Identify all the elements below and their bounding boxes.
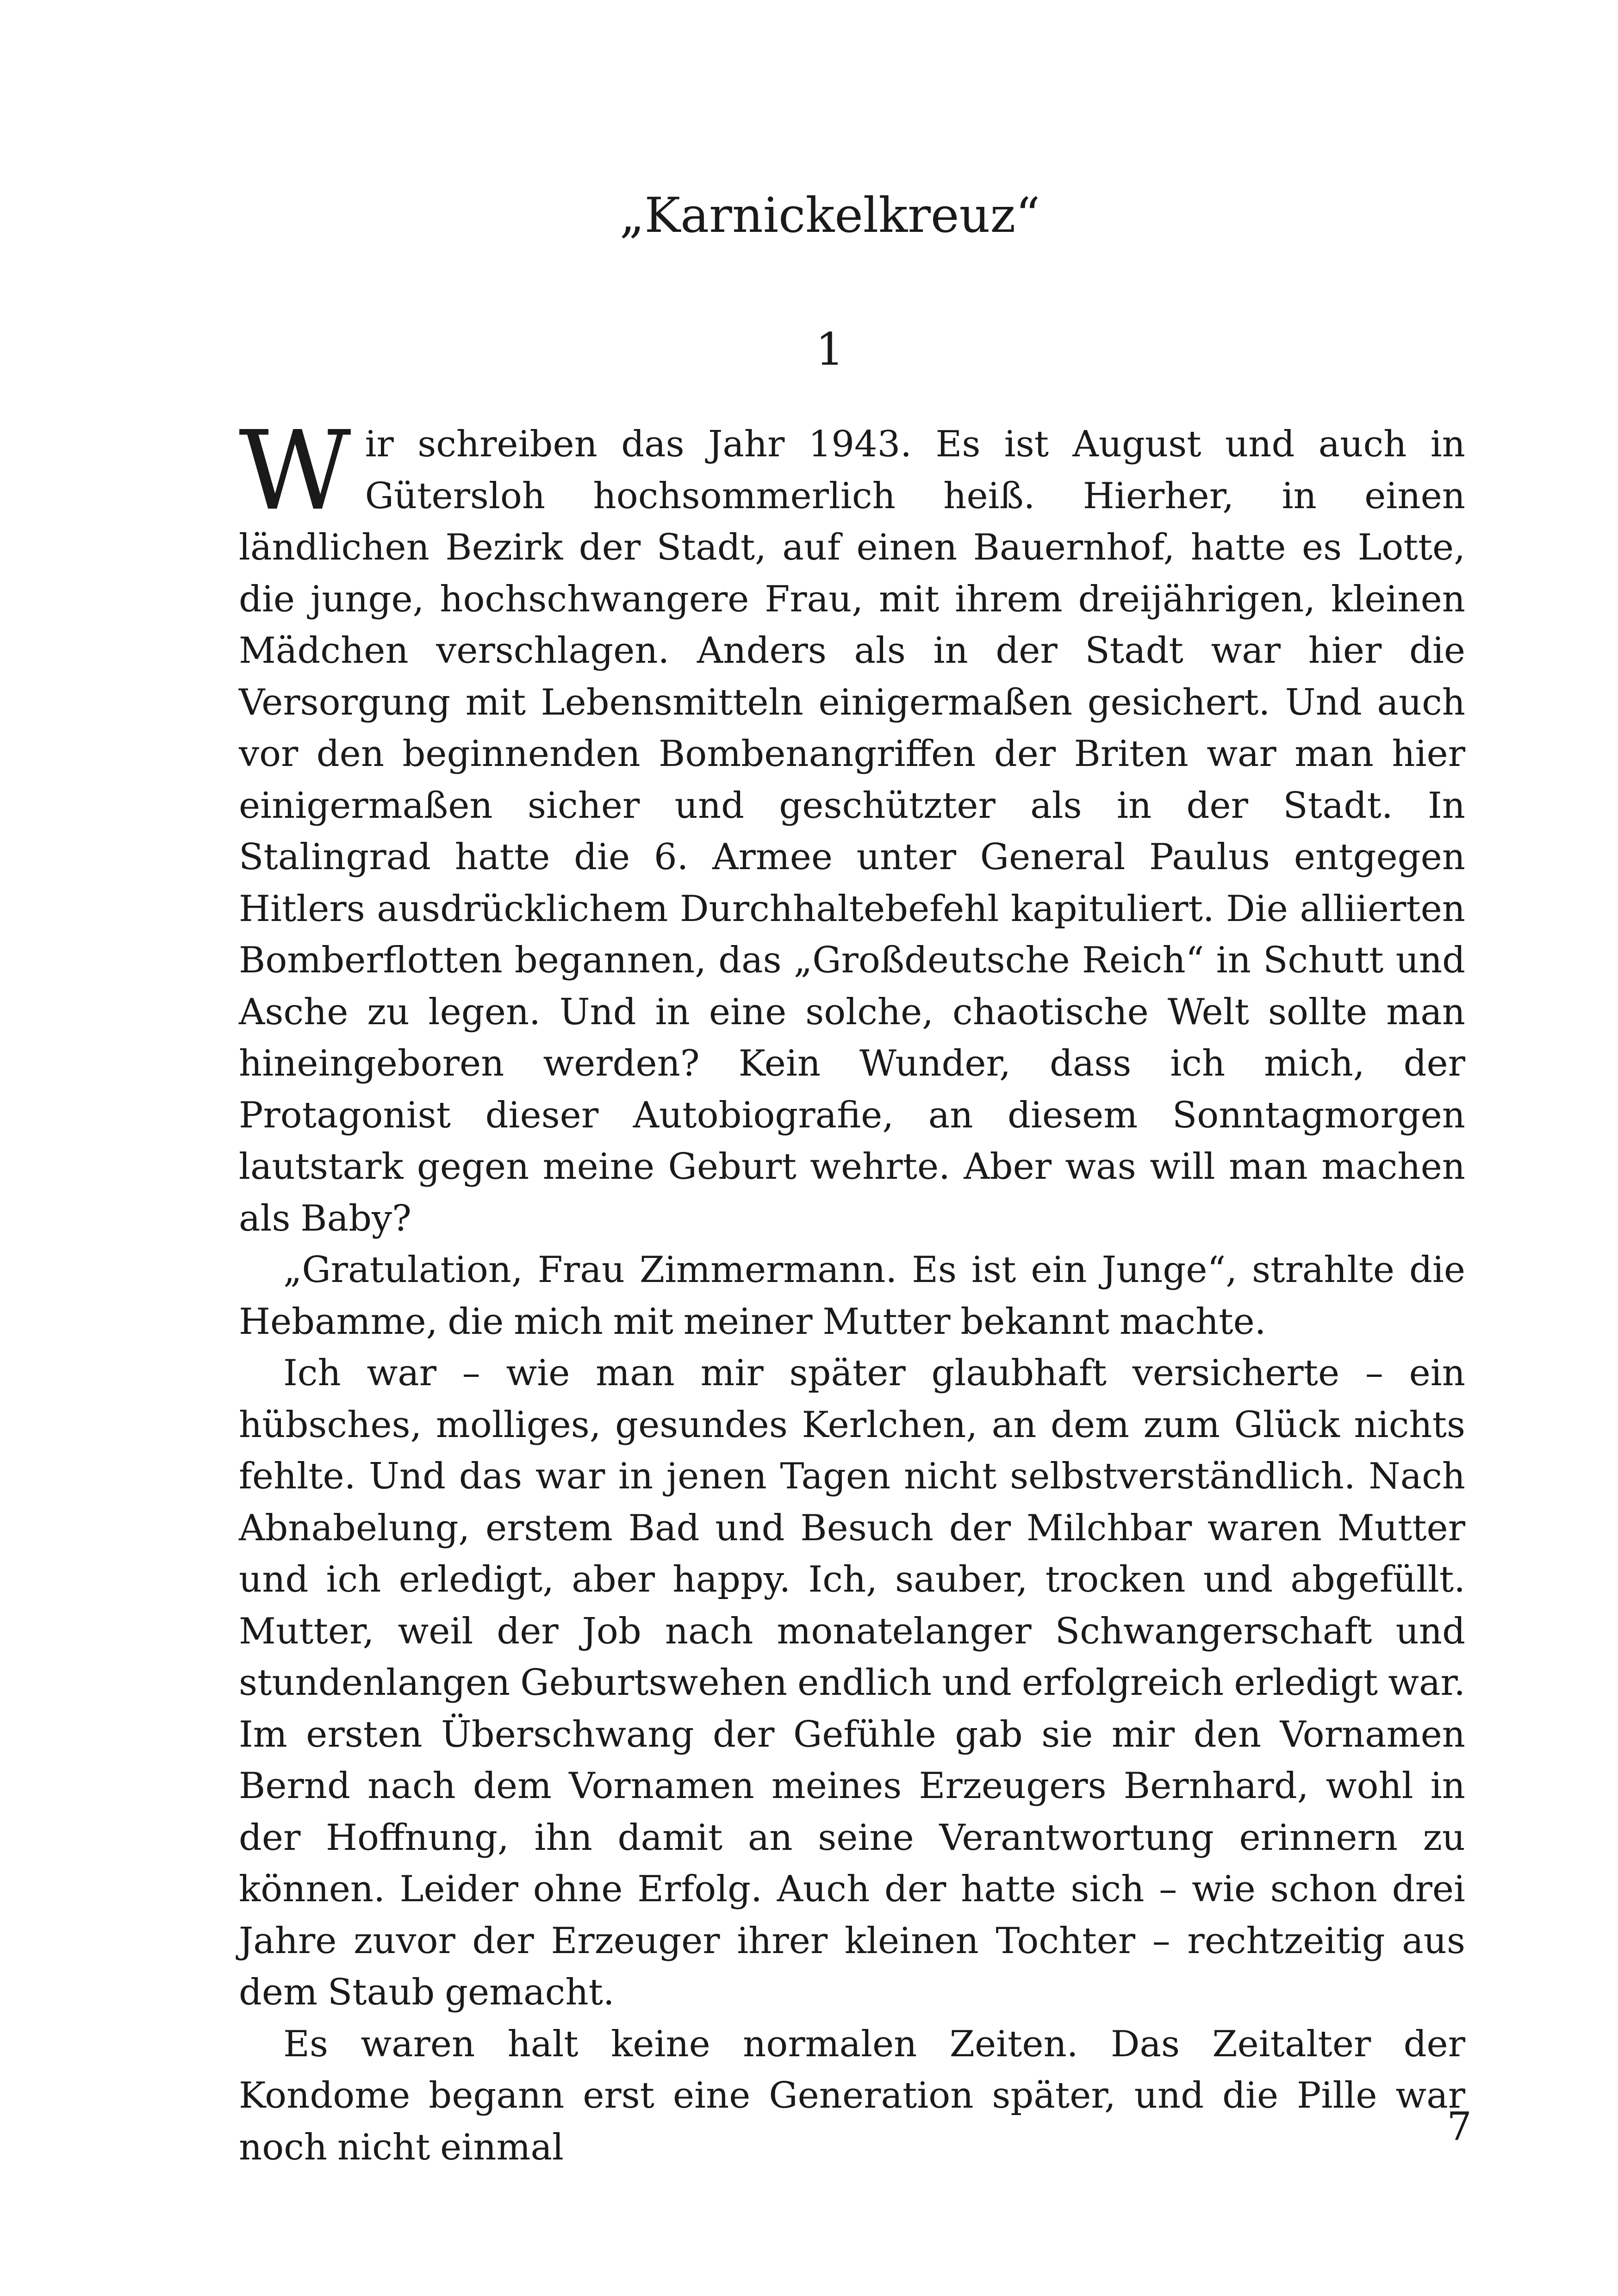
paragraph-1 xyxy=(239,407,1465,1244)
paragraph-2: „Gratulation, Frau Zimmermann. Es ist ein Junge“, strahlte die Hebamme, die mich mit meiner Mutter bekannt machte. xyxy=(239,1249,1465,1343)
chapter-title: „Karnickelkreuz“ xyxy=(619,187,1040,243)
paragraph-1-text: ir schreiben das Jahr 1943. Es ist August und auch in Gütersloh hochsommerlich heiß. Hierher, in einen ländlichen Bezirk der Stadt, auf einen Bauernhof, hatte es Lotte, die junge, hochschwangere Frau, mit ihrem dreijährigen, kleinen Mädchen verschlagen. Anders als in der Stadt war hier die Versorgung mit Lebensmitteln einigermaßen gesichert. Und auch vor den beginnenden Bombenangriffen der Briten war man hier einigermaßen sicher und geschützter als in der Stadt. In Stalingrad hatte die 6. Armee unter General Paulus entgegen Hitlers ausdrücklichem Durchhaltebefehl kapituliert. Die alliierten Bomberflotten begannen, das „Großdeutsche Reich“ in Schutt und Asche zu legen. Und in eine solche, chaotische Welt sollte man hineingeboren werden? Kein Wunder, dass ich mich, der Protagonist dieser Autobiografie, an diesem Sonntagmorgen lautstark gegen meine Geburt wehrte. Aber was will man machen als Baby? xyxy=(239,423,1465,1239)
body-text xyxy=(239,407,1465,2173)
page-number: 7 xyxy=(1447,2104,1472,2149)
paragraph-3: Ich war – wie man mir später glaubhaft versicherte – ein hübsches, molliges, gesundes Kerlchen, an dem zum Glück nichts fehlte. Und das war in jenen Tagen nicht selbstverständlich. Nach Abnabelung, erstem Bad und Besuch der Milchbar waren Mutter und ich erledigt, aber happy. Ich, sauber, trocken und abgefüllt. Mutter, weil der Job nach monatelanger Schwangerschaft und stundenlangen Geburtswehen endlich und erfolgreich erledigt war. Im ersten Überschwang der Gefühle gab sie mir den Vornamen Bernd nach dem Vornamen meines Erzeugers Bernhard, wohl in der Hoffnung, ihn damit an seine Verantwortung erinnern zu können. Leider ohne Erfolg. Auch der hatte sich – wie schon drei Jahre zuvor der Erzeuger ihrer kleinen Tochter – rechtzeitig aus dem Staub gemacht. xyxy=(239,1352,1465,2013)
paragraph-4: Es waren halt keine normalen Zeiten. Das Zeitalter der Kondome begann erst eine Generation später, und die Pille war noch nicht einmal xyxy=(239,2023,1465,2168)
drop-cap: W xyxy=(239,407,351,535)
chapter-number: 1 xyxy=(815,324,844,375)
